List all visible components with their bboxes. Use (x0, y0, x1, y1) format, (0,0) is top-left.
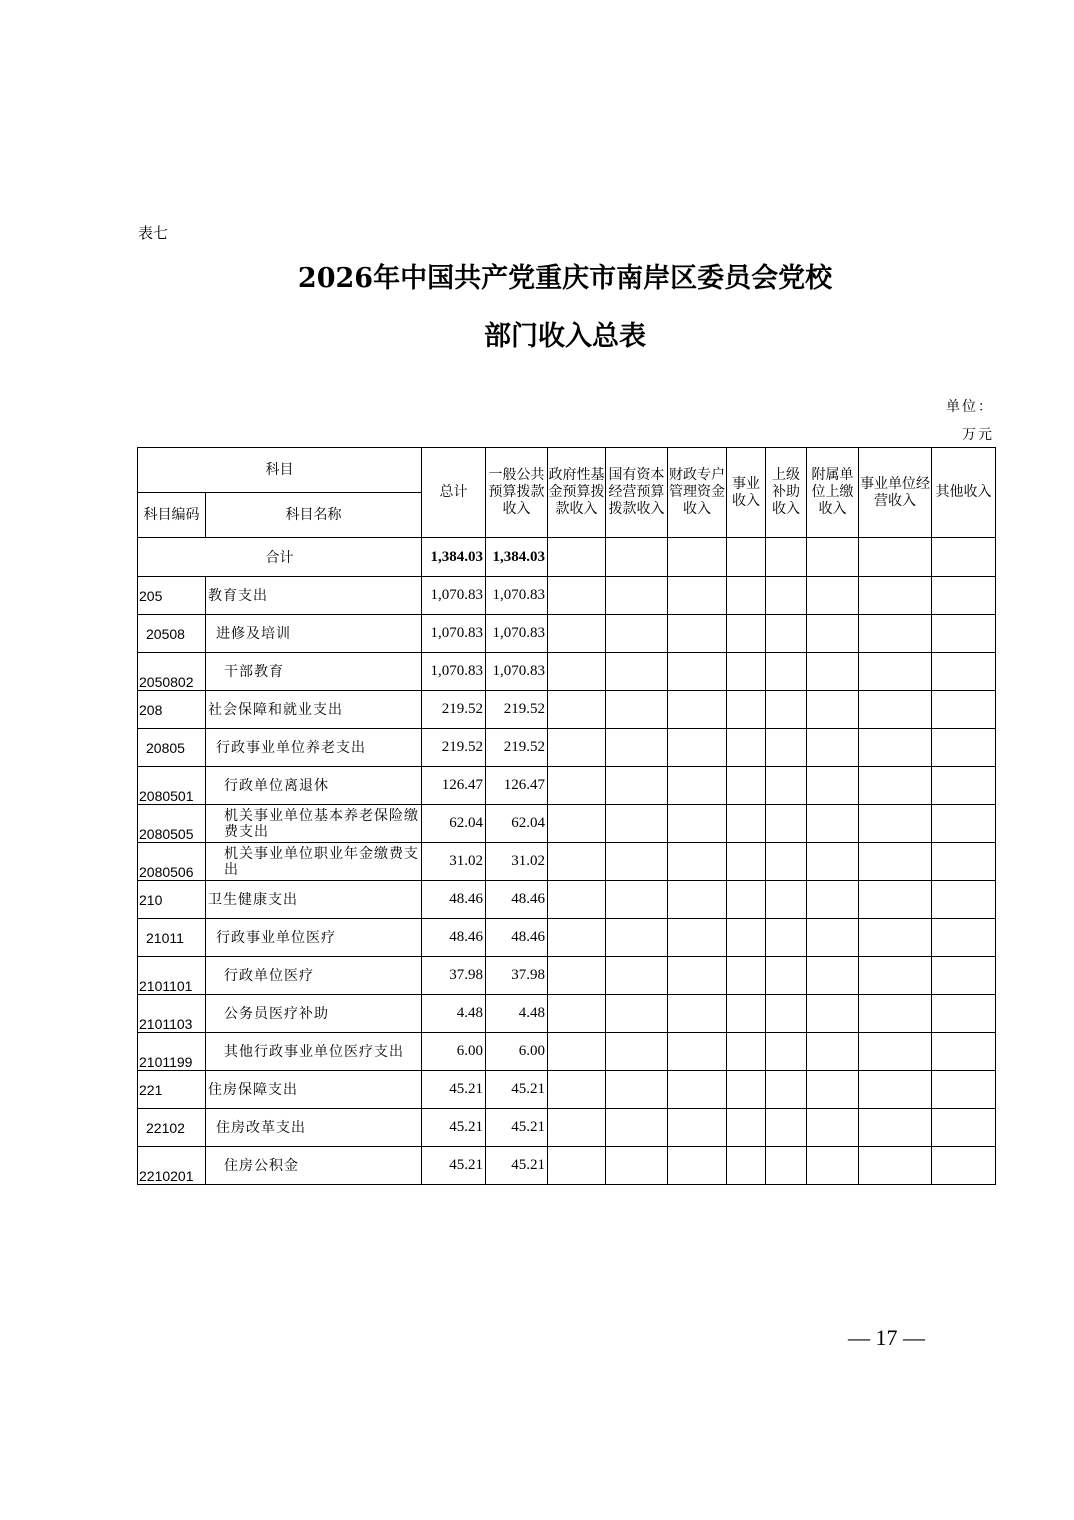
row-code: 22102 (138, 1109, 206, 1147)
table-row (138, 1109, 996, 1147)
row-code: 2080501 (138, 767, 206, 805)
row-code: 210 (138, 881, 206, 919)
row-code: 2080506 (138, 843, 206, 881)
total-total: 1,384.03 (422, 538, 486, 577)
row-code: 2101103 (138, 995, 206, 1033)
row-name: 住房保障支出 (206, 1071, 422, 1109)
row-code: 208 (138, 691, 206, 729)
table-row (138, 1071, 996, 1109)
row-code: 20508 (138, 615, 206, 653)
table-row (138, 577, 996, 615)
table-row (138, 881, 996, 919)
header-other: 其他收入 (932, 448, 996, 538)
row-total: 62.04 (422, 805, 486, 843)
income-table (137, 447, 996, 1185)
table-label: 表七 (138, 224, 169, 242)
table-row (138, 805, 996, 843)
row-general: 4.48 (486, 995, 548, 1033)
header-affiliated: 附属单位上缴收入 (807, 448, 859, 538)
row-general: 219.52 (486, 691, 548, 729)
row-total: 4.48 (422, 995, 486, 1033)
row-total: 31.02 (422, 843, 486, 881)
row-total: 48.46 (422, 881, 486, 919)
row-name: 住房改革支出 (206, 1109, 422, 1147)
row-code: 2210201 (138, 1147, 206, 1185)
row-total: 48.46 (422, 919, 486, 957)
row-name: 行政事业单位养老支出 (206, 729, 422, 767)
header-business: 事业收入 (727, 448, 766, 538)
unit-value: 万元 (962, 427, 994, 443)
table-row (138, 767, 996, 805)
row-general: 48.46 (486, 881, 548, 919)
row-total: 219.52 (422, 691, 486, 729)
table-row (138, 995, 996, 1033)
page-subtitle: 部门收入总表 (484, 321, 646, 352)
row-total: 6.00 (422, 1033, 486, 1071)
row-total: 126.47 (422, 767, 486, 805)
header-subject: 科目 (138, 448, 422, 493)
row-name: 行政单位医疗 (206, 957, 422, 995)
row-total: 45.21 (422, 1071, 486, 1109)
row-general: 45.21 (486, 1071, 548, 1109)
row-code: 205 (138, 577, 206, 615)
row-total: 219.52 (422, 729, 486, 767)
row-name: 干部教育 (206, 653, 422, 691)
table-row (138, 1147, 996, 1185)
header-general: 一般公共预算拨款收入 (486, 448, 548, 538)
table-row (138, 1033, 996, 1071)
table-row (138, 843, 996, 881)
row-name: 教育支出 (206, 577, 422, 615)
row-name: 公务员医疗补助 (206, 995, 422, 1033)
table-row (138, 919, 996, 957)
row-general: 31.02 (486, 843, 548, 881)
row-general: 219.52 (486, 729, 548, 767)
row-total: 45.21 (422, 1109, 486, 1147)
row-name: 机关事业单位基本养老保险缴费支出 (206, 805, 422, 843)
row-name: 其他行政事业单位医疗支出 (206, 1033, 422, 1071)
header-stateasset: 国有资本经营预算拨款收入 (606, 448, 668, 538)
header-govfund: 政府性基金预算拨款收入 (548, 448, 606, 538)
row-general: 62.04 (486, 805, 548, 843)
row-general: 37.98 (486, 957, 548, 995)
row-total: 37.98 (422, 957, 486, 995)
page-title: 2026年中国共产党重庆市南岸区委员会党校 (297, 263, 833, 294)
row-code: 20805 (138, 729, 206, 767)
row-code: 21011 (138, 919, 206, 957)
row-name: 社会保障和就业支出 (206, 691, 422, 729)
row-name: 行政事业单位医疗 (206, 919, 422, 957)
row-total: 1,070.83 (422, 577, 486, 615)
table-row (138, 691, 996, 729)
row-name: 住房公积金 (206, 1147, 422, 1185)
row-name: 进修及培训 (206, 615, 422, 653)
total-row (138, 538, 996, 577)
row-general: 1,070.83 (486, 615, 548, 653)
row-general: 6.00 (486, 1033, 548, 1071)
row-general: 48.46 (486, 919, 548, 957)
row-name: 行政单位离退休 (206, 767, 422, 805)
row-code: 2050802 (138, 653, 206, 691)
total-general: 1,384.03 (486, 538, 548, 577)
row-general: 126.47 (486, 767, 548, 805)
row-name: 卫生健康支出 (206, 881, 422, 919)
row-general: 1,070.83 (486, 577, 548, 615)
table-row (138, 615, 996, 653)
table-row (138, 653, 996, 691)
header-special: 财政专户管理资金收入 (668, 448, 727, 538)
row-code: 221 (138, 1071, 206, 1109)
header-total: 总计 (422, 448, 486, 538)
header-name: 科目名称 (206, 493, 422, 538)
row-general: 45.21 (486, 1147, 548, 1185)
row-total: 1,070.83 (422, 653, 486, 691)
header-code: 科目编码 (138, 493, 206, 538)
row-total: 1,070.83 (422, 615, 486, 653)
unit-label: 单位： (946, 399, 994, 415)
header-superior: 上级补助收入 (766, 448, 807, 538)
row-total: 45.21 (422, 1147, 486, 1185)
header-operating: 事业单位经营收入 (859, 448, 932, 538)
row-code: 2080505 (138, 805, 206, 843)
row-general: 45.21 (486, 1109, 548, 1147)
row-general: 1,070.83 (486, 653, 548, 691)
table-row (138, 957, 996, 995)
row-name: 机关事业单位职业年金缴费支出 (206, 843, 422, 881)
total-label: 合计 (138, 538, 422, 577)
row-code: 2101199 (138, 1033, 206, 1071)
page-number: — 17 — (848, 1325, 925, 1350)
table-row (138, 729, 996, 767)
row-code: 2101101 (138, 957, 206, 995)
